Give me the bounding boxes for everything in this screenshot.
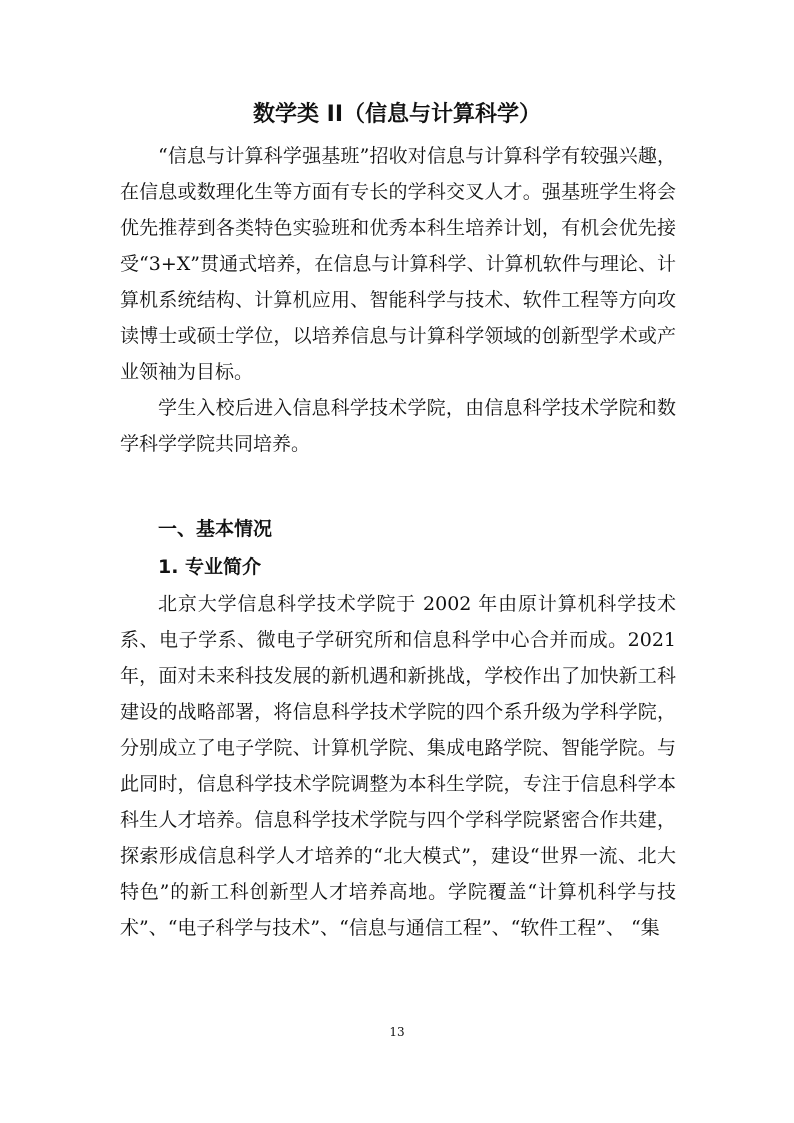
subsection-paragraph: 北京大学信息科学技术学院于 2002 年由原计算机科学技术系、电子学系、微电子学研究所和信息科学中心合并而成。2021 年，面对未来科技发展的新机遇和新挑战，学校作出了加快新工科建设的战略部署，将信息科学技术学院的四个系升级为学科学院，分别成立了电子学院、计算机学院、集成电路学院、智能学院。与此同时，信息科学技术学院调整为本科生学院，专注于信息科学本科生人才培养。信息科学技术学院与四个学科学院紧密合作共建，探索形成信息科学人才培养的“北大模式”，建设“世界一流、北大特色”的新工科创新型人才培养高地。学院覆盖“计算机科学与技术”、“电子科学与技术”、“信息与通信工程”、“软件工程”、 “集 (120, 593, 676, 939)
section-heading: 一、基本情况 (158, 518, 273, 540)
page-number: 13 (389, 1025, 405, 1039)
intro-paragraph: “信息与计算科学强基班”招收对信息与计算科学有较强兴趣，在信息或数理化生等方面有专长的学科交叉人才。强基班学生将会优先推荐到各类特色实验班和优秀本科生培养计划，有机会优先接受“3+X”贯通式培养，在信息与计算科学、计算机软件与理论、计算机系统结构、计算机应用、智能科学与技术、软件工程等方向攻读博士或硕士学位，以培养信息与计算科学领域的创新型学术或产业领袖为目标。 (120, 145, 676, 383)
intro-paragraph: 学生入校后进入信息科学技术学院，由信息科学技术学院和数学科学学院共同培养。 (120, 397, 676, 455)
intro-section (120, 138, 676, 462)
subsection-body (120, 586, 676, 946)
page-title: 数学类 II（信息与计算科学） (252, 102, 542, 127)
subsection-heading: 1. 专业简介 (158, 556, 262, 578)
